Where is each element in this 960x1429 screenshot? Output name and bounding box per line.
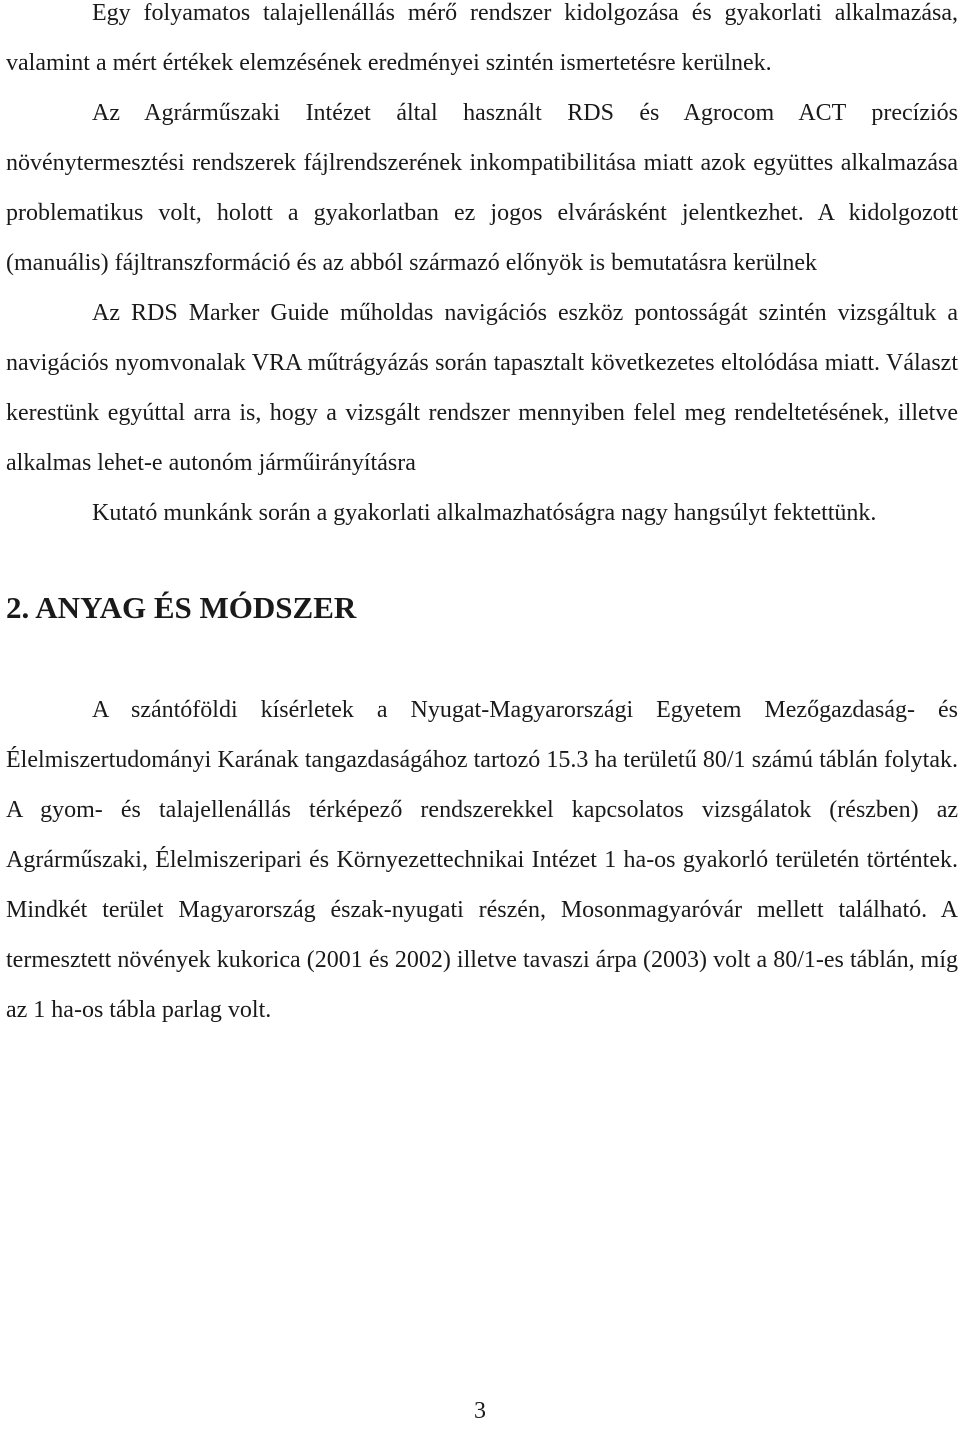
heading-spacer <box>6 643 958 685</box>
page-number: 3 <box>474 1398 486 1424</box>
paragraph-navigation-accuracy: Az RDS Marker Guide műholdas navigációs eszköz pontosságát szintén vizsgáltuk a navigációs nyomvonalak VRA műtrágyázás során tapasztalt következetes eltolódása miatt. Választ kerestünk egyúttal arra is, hogy a vizsgált rendszer mennyiben felel meg rendeltetésének, illetve alkalmas lehet-e autonóm járműirányításra <box>6 300 958 476</box>
document-page <box>6 0 958 1035</box>
paragraph-file-compatibility: Az Agrárműszaki Intézet által használt RDS és Agrocom ACT precíziós növénytermesztési rendszerek fájlrendszerének inkompatibilitása miatt azok együttes alkalmazása problematikus volt, holott a gyakorlatban ez jogos elvárásként jelentkezhet. A kidolgozott (manuális) fájltranszformáció és az abból származó előnyök is bemutatásra kerülnek <box>6 100 958 276</box>
paragraph-intro: Egy folyamatos talajellenállás mérő rendszer kidolgozása és gyakorlati alkalmazása, valamint a mért értékek elemzésének eredményei szintén ismertetésre kerülnek. <box>6 0 958 76</box>
section-heading: 2. ANYAG ÉS MÓDSZER <box>6 590 357 625</box>
paragraph-materials-methods: A szántóföldi kísérletek a Nyugat-Magyarországi Egyetem Mezőgazdaság- és Élelmiszertudományi Karának tangazdaságához tartozó 15.3 ha területű 80/1 számú táblán folytak. A gyom- és talajellenállás térképező rendszerekkel kapcsolatos vizsgálatok (részben) az Agrárműszaki, Élelmiszeripari és Környezettechnikai Intézet 1 ha-os gyakorló területén történtek. Mindkét terület Magyarország észak-nyugati részén, Mosonmagyaróvár mellett található. A termesztett növények kukorica (2001 és 2002) illetve tavaszi árpa (2003) volt a 80/1-es táblán, míg az 1 ha-os tábla parlag volt. <box>6 697 958 1023</box>
paragraph-research-focus: Kutató munkánk során a gyakorlati alkalmazhatóságra nagy hangsúlyt fektettünk. <box>92 500 877 526</box>
